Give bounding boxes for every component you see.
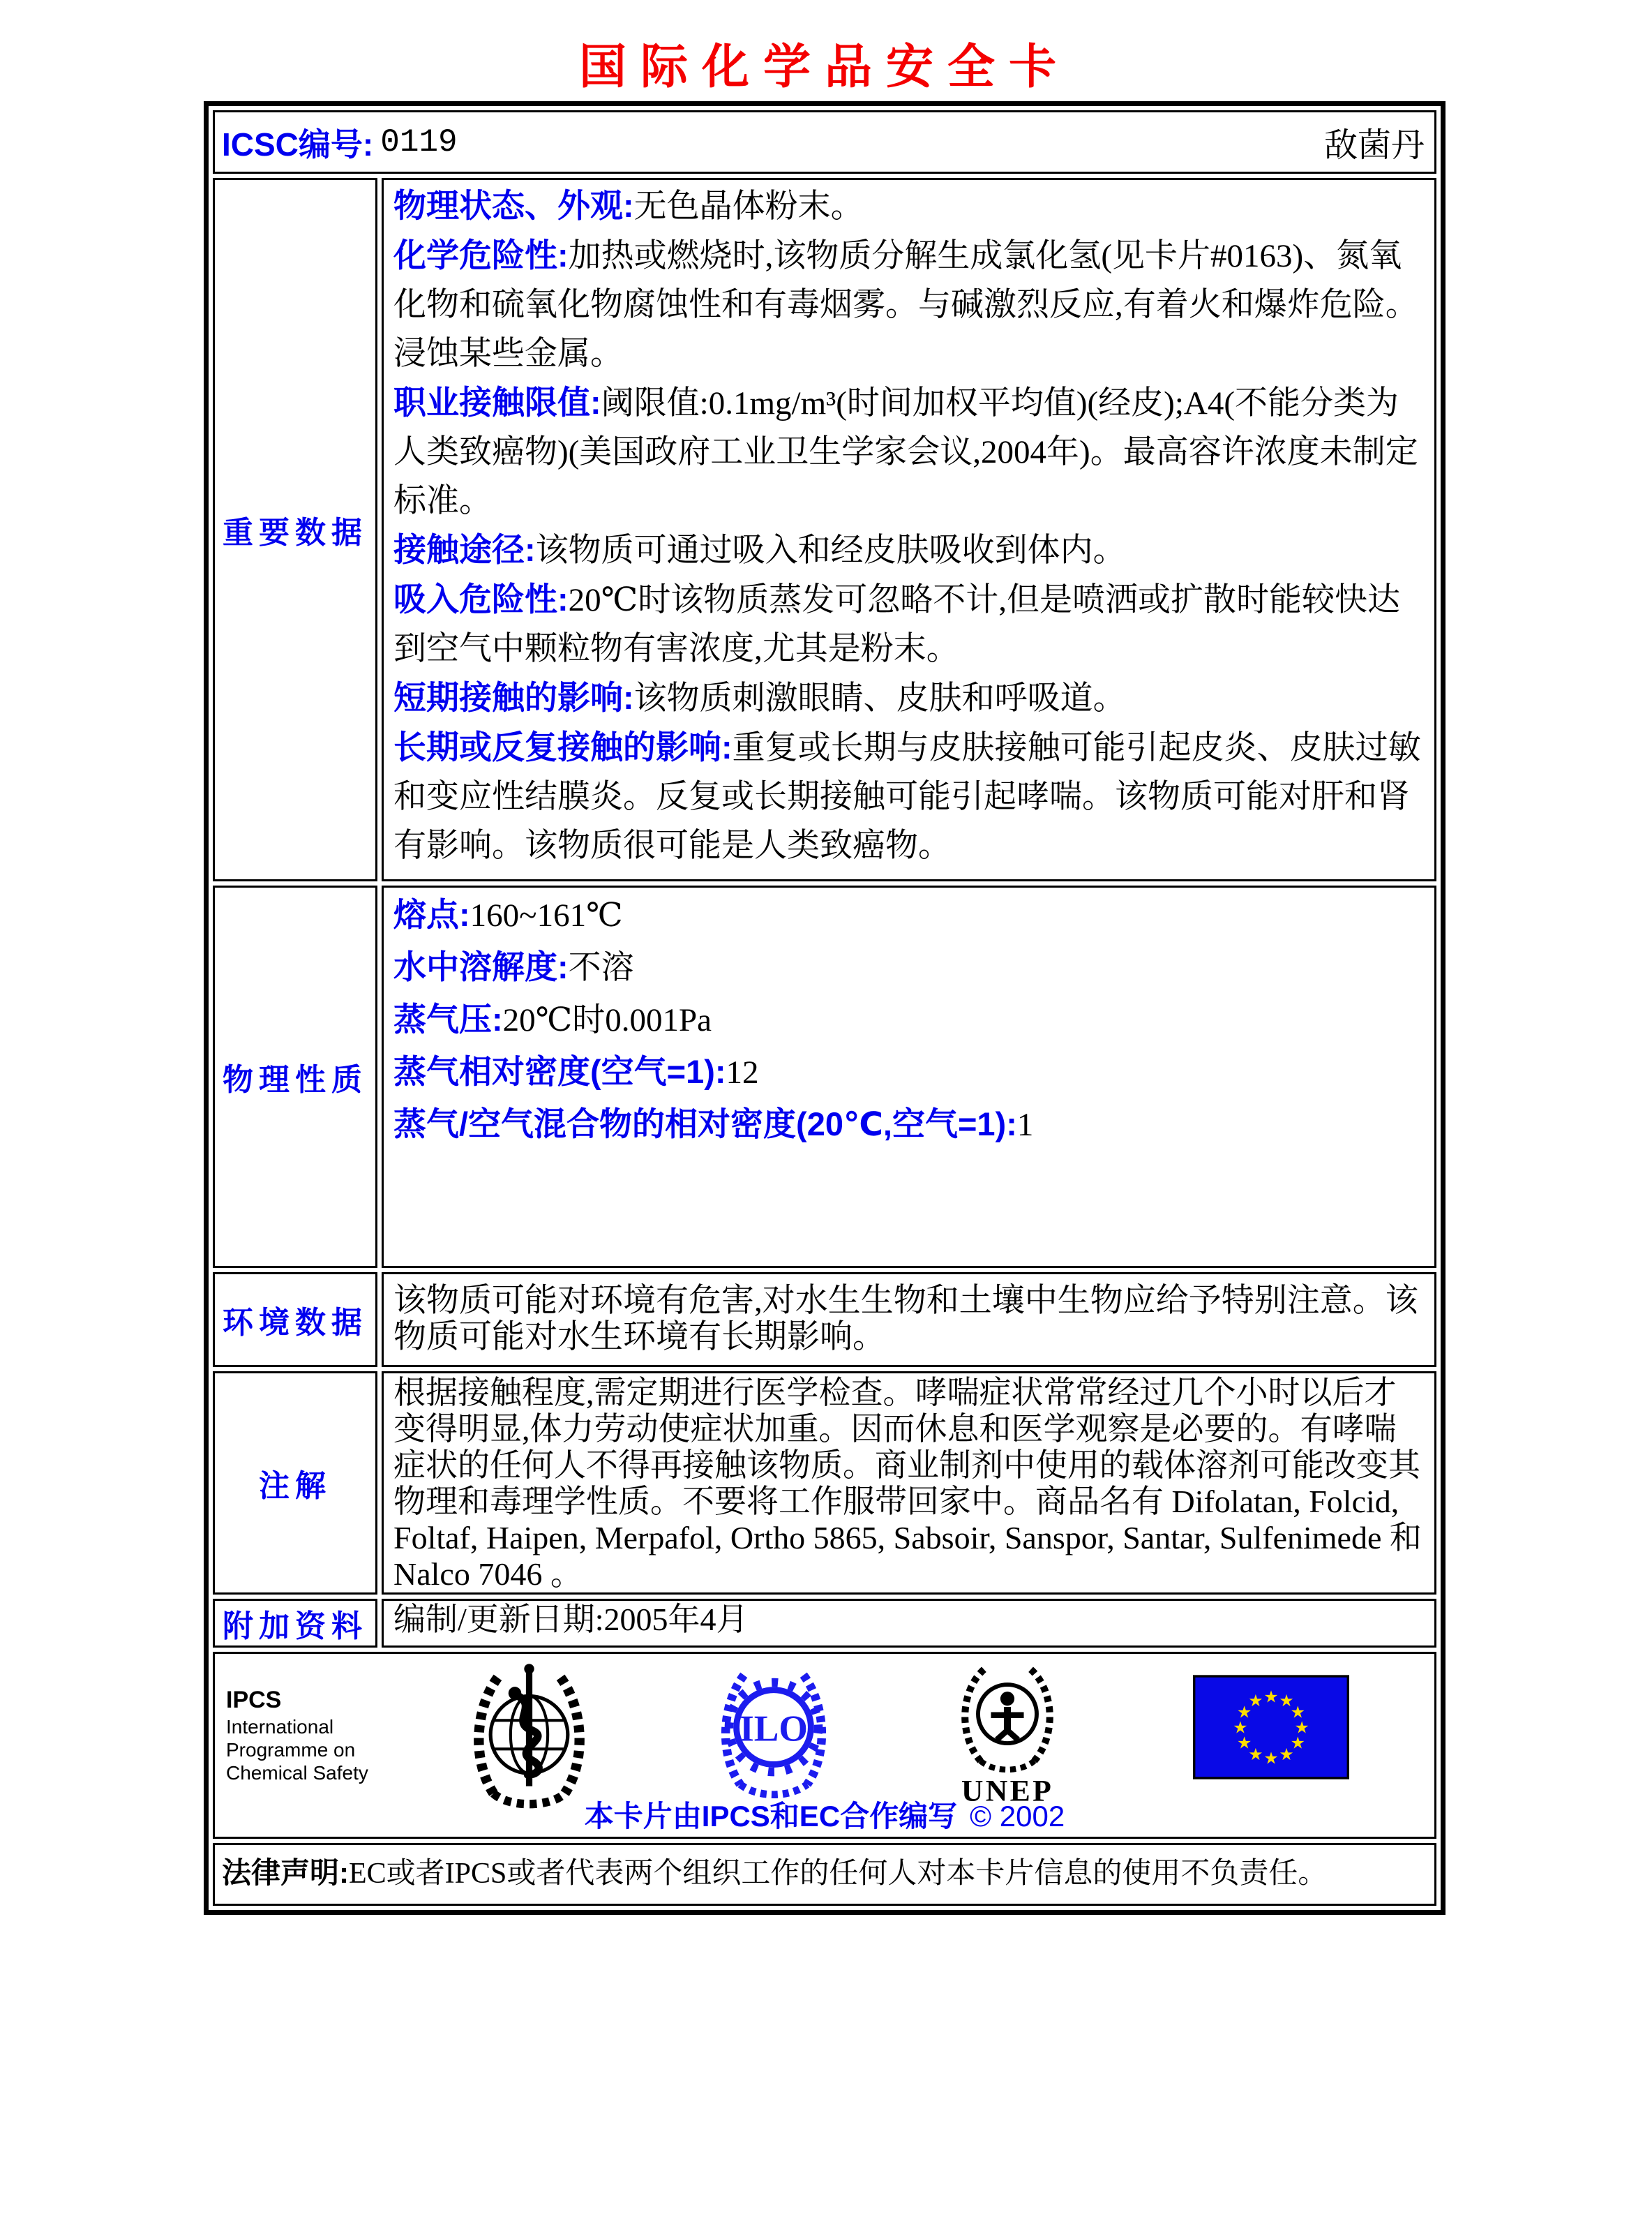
field-value: 1 <box>1016 1107 1034 1143</box>
icsc-header-row <box>213 110 1436 174</box>
environmental-data-row <box>213 1272 1436 1367</box>
physical-item-vapour-air-mixture-density <box>393 1098 1426 1151</box>
field-value: 该物质刺激眼睛、皮肤和呼吸道。 <box>633 680 1126 717</box>
ilo-monogram: ILO <box>739 1707 808 1749</box>
chemical-name: 敌菌丹 <box>1323 127 1425 164</box>
physical-item-vapour-pressure <box>393 994 1426 1046</box>
field-label: 蒸气/空气混合物的相对密度(20℃,空气=1): <box>393 1105 1017 1142</box>
row-label-notes: 注解 <box>213 1371 377 1595</box>
cooperation-caption <box>215 1793 1434 1835</box>
field-label: 蒸气相对密度(空气=1): <box>393 1053 726 1090</box>
important-item-chemical-dangers <box>393 231 1426 378</box>
field-value: 160~161℃ <box>470 897 623 934</box>
important-item-long-term-effects <box>393 723 1426 870</box>
icsc-number-label: ICSC编号: <box>222 126 374 163</box>
ipcs-name-line3: Chemical Safety <box>226 1762 368 1784</box>
important-data-content <box>382 178 1436 881</box>
unep-logo-icon <box>949 1662 1066 1810</box>
physical-item-water-solubility <box>393 941 1426 994</box>
field-label: 吸入危险性: <box>393 581 569 618</box>
important-item-routes-of-exposure <box>393 525 1426 575</box>
legal-notice-label: 法律声明: <box>222 1856 349 1889</box>
ipcs-name-line2: Programme on <box>226 1739 356 1761</box>
field-label: 化学危险性: <box>393 237 569 274</box>
svg-text:★: ★ <box>1237 1702 1252 1722</box>
additional-info-content <box>382 1599 1436 1648</box>
field-value: 该物质可通过吸入和经皮肤吸收到体内。 <box>535 532 1126 569</box>
physical-properties-content <box>382 886 1436 1268</box>
field-value: 重复或长期与皮肤接触可能引起皮炎、皮肤过敏和变应性结膜炎。反复或长期接触可能引起哮喘。该物质可能对肝和肾有影响。该物质很可能是人类致癌物。 <box>393 730 1421 864</box>
svg-text:★: ★ <box>1294 1717 1309 1738</box>
legal-notice <box>215 1845 1434 1890</box>
physical-item-melting-point <box>393 889 1426 941</box>
icsc-number-value: 0119 <box>380 124 458 161</box>
field-label: 蒸气压: <box>393 1001 503 1038</box>
physical-item-vapour-density <box>393 1046 1426 1098</box>
ipcs-acronym: IPCS <box>226 1687 282 1713</box>
row-label-additional-info: 附加资料 <box>213 1599 377 1648</box>
svg-text:★: ★ <box>1233 1717 1248 1738</box>
caption-text: 本卡片由IPCS和EC合作编写 <box>584 1800 958 1833</box>
field-value: 无色晶体粉末。 <box>633 188 864 225</box>
svg-text:★: ★ <box>1248 1744 1263 1764</box>
svg-text:★: ★ <box>1237 1733 1252 1753</box>
unep-wordmark: UNEP <box>961 1774 1054 1808</box>
field-label: 职业接触限值: <box>393 384 601 421</box>
important-data-row <box>213 178 1436 881</box>
field-value: 20℃时0.001Pa <box>502 1002 712 1038</box>
field-value: 20℃时该物质蒸发可忽略不计,但是喷洒或扩散时能较快达到空气中颗粒物有害浓度,尤其是粉末。 <box>393 582 1400 667</box>
svg-text:★: ★ <box>1248 1691 1263 1711</box>
svg-text:★: ★ <box>1290 1702 1305 1722</box>
environmental-data-content <box>382 1272 1436 1367</box>
logos-row <box>213 1652 1436 1839</box>
ilo-logo-icon <box>712 1665 836 1802</box>
important-item-occupational-exposure-limits <box>393 378 1426 525</box>
page-title: 国际化学品安全卡 <box>578 40 1070 94</box>
ipcs-name-line1: International <box>226 1716 334 1738</box>
field-label: 水中溶解度: <box>393 948 569 985</box>
important-item-short-term-effects <box>393 673 1426 723</box>
row-label-physical-properties: 物理性质 <box>213 886 377 1268</box>
additional-info-row <box>213 1599 1436 1648</box>
icsc-header-inner <box>215 118 1434 166</box>
legal-notice-text: EC或者IPCS或者代表两个组织工作的任何人对本卡片信息的使用不负责任。 <box>349 1858 1328 1890</box>
field-label: 短期接触的影响: <box>393 679 634 716</box>
field-label: 物理状态、外观: <box>393 187 634 224</box>
svg-text:★: ★ <box>1263 1687 1279 1707</box>
svg-text:★: ★ <box>1263 1748 1279 1768</box>
caption-copyright: © 2002 <box>970 1800 1065 1833</box>
field-value: 12 <box>726 1054 759 1091</box>
field-value: 不溶 <box>568 950 634 986</box>
logos-cell <box>213 1652 1436 1839</box>
notes-text: 根据接触程度,需定期进行医学检查。哮喘症状常常经过几个小时以后才变得明显,体力劳动使症状加重。因而休息和医学观察是必要的。有哮喘症状的任何人不得再接触该物质。商业制剂中使用的载体溶剂可能改变其物理和毒理学性质。不要将工作服带回家中。商品名有 Difolatan, Folcid, Foltaf, Haipen, Merpafol, Ortho 5865, Sabsoir, Sanspor, Santar, Sulfenimede 和 Nalco 7046 。 <box>393 1375 1422 1592</box>
field-value: 加热或燃烧时,该物质分解生成氯化氢(见卡片#0163)、氮氧化物和硫氧化物腐蚀性和有毒烟雾。与碱激烈反应,有着火和爆炸危险。浸蚀某些金属。 <box>393 238 1418 372</box>
environmental-data-text: 该物质可能对环境有危害,对水生生物和土壤中生物应给予特别注意。该物质可能对水生环境有长期影响。 <box>393 1283 1418 1355</box>
ipcs-text-block <box>226 1685 368 1784</box>
icsc-card-table <box>204 101 1446 1915</box>
eu-flag-icon <box>1193 1675 1349 1779</box>
field-label: 接触途径: <box>393 531 536 568</box>
legal-cell <box>213 1843 1436 1906</box>
svg-text:★: ★ <box>1279 1691 1294 1711</box>
icsc-header-cell <box>213 110 1436 174</box>
additional-info-text: 编制/更新日期:2005年4月 <box>393 1602 749 1637</box>
physical-properties-row <box>213 886 1436 1268</box>
svg-text:★: ★ <box>1279 1744 1294 1764</box>
field-label: 长期或反复接触的影响: <box>393 729 733 766</box>
svg-text:★: ★ <box>1290 1733 1305 1753</box>
notes-row <box>213 1371 1436 1595</box>
row-label-environmental-data: 环境数据 <box>213 1272 377 1367</box>
notes-content <box>382 1371 1436 1595</box>
field-label: 熔点: <box>393 896 470 933</box>
important-item-inhalation-risk <box>393 575 1426 673</box>
important-item-physical-state <box>393 181 1426 231</box>
field-value: 阈限值:0.1mg/m³(时间加权平均值)(经皮);A4(不能分类为人类致癌物)(美国政府工业卫生学家会议,2004年)。最高容许浓度未制定标准。 <box>393 385 1418 519</box>
row-label-important-data: 重要数据 <box>213 178 377 881</box>
legal-row <box>213 1843 1436 1906</box>
